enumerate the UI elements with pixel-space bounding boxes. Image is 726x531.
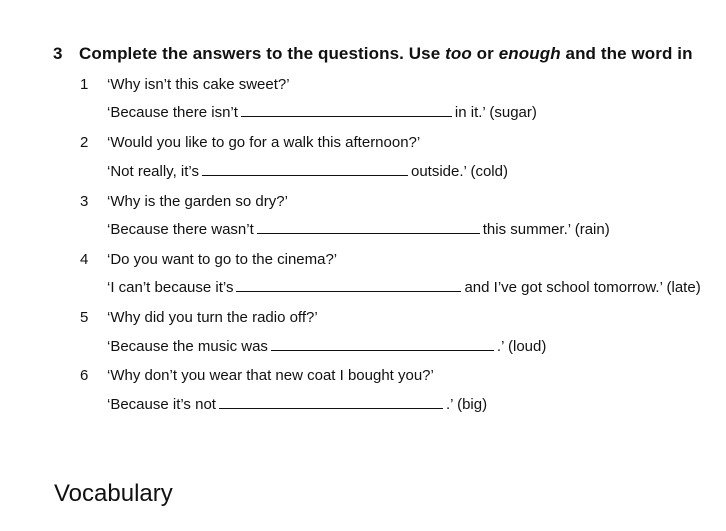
answer-suffix: this summer.’ (rain): [482, 221, 610, 238]
answer-suffix: .’ (big): [445, 396, 488, 413]
item-number: 4: [80, 251, 89, 268]
answer-suffix: in it.’ (sugar): [454, 104, 537, 121]
answer-suffix: outside.’ (cold): [410, 163, 508, 180]
question-text: ‘Why did you turn the radio off?’: [107, 309, 318, 326]
question-text: ‘Why don’t you wear that new coat I bought you?’: [107, 367, 434, 384]
item-number: 3: [80, 193, 89, 210]
item-number: 2: [80, 134, 89, 151]
exercise-heading: [53, 44, 693, 64]
answer-blank[interactable]: [236, 279, 461, 292]
answer-blank[interactable]: [271, 338, 494, 351]
answer-blank[interactable]: [241, 104, 452, 117]
item-number: 1: [80, 76, 89, 93]
section-title-vocabulary: Vocabulary: [54, 480, 173, 507]
answer-prefix: ‘Because it’s not: [107, 396, 216, 413]
item-number: 5: [80, 309, 89, 326]
keyword-too: too: [445, 44, 472, 63]
answer-blank[interactable]: [219, 396, 443, 409]
answer-prefix: ‘Because there isn’t: [107, 104, 238, 121]
question-text: ‘Would you like to go for a walk this afternoon?’: [107, 134, 421, 151]
exercise-number: 3: [53, 44, 63, 63]
answer-prefix: ‘I can’t because it’s: [107, 279, 234, 296]
keyword-enough: enough: [498, 44, 561, 63]
question-text: ‘Why isn’t this cake sweet?’: [107, 76, 290, 93]
item-number: 6: [80, 367, 89, 384]
answer-suffix: .’ (loud): [496, 338, 547, 355]
instruction-part-b: or: [471, 44, 499, 63]
answer-blank[interactable]: [202, 163, 408, 176]
question-text: ‘Why is the garden so dry?’: [107, 193, 288, 210]
instruction-part-c: and the word in: [560, 44, 693, 63]
answer-prefix: ‘Not really, it’s: [107, 163, 199, 180]
instruction-part-a: Complete the answers to the questions. Use: [79, 44, 446, 63]
question-text: ‘Do you want to go to the cinema?’: [107, 251, 338, 268]
answer-prefix: ‘Because the music was: [107, 338, 268, 355]
answer-prefix: ‘Because there wasn’t: [107, 221, 254, 238]
answer-blank[interactable]: [257, 221, 480, 234]
answer-suffix: and I’ve got school tomorrow.’ (late): [464, 279, 701, 296]
